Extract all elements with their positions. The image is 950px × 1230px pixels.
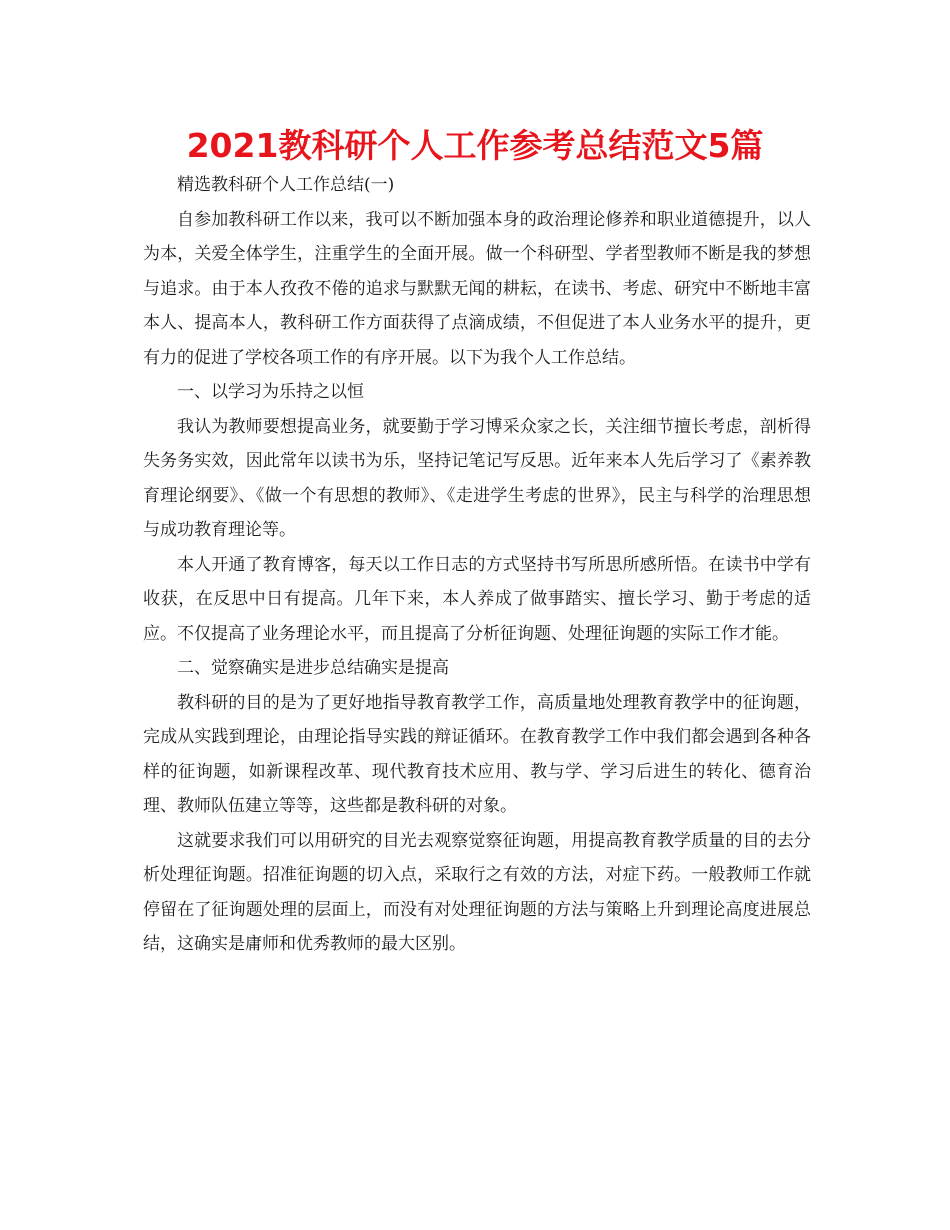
paragraph: 自参加教科研工作以来，我可以不断加强本身的政治理论修养和职业道德提升，以人为本，关爱全体学生，注重学生的全面开展。做一个科研型、学者型教师不断是我的梦想与追求。由于本人孜孜不倦的追求与默默无闻的耕耘，在读书、考虑、研究中不断地丰富本人、提高本人，教科研工作方面获得了点滴成绩，不但促进了本人业务水平的提升，更有力的促进了学校各项工作的有序开展。以下为我个人工作总结。: [143, 209, 811, 368]
paragraph: 本人开通了教育博客，每天以工作日志的方式坚持书写所思所感所悟。在读书中学有收获，在反思中日有提高。几年下来，本人养成了做事踏实、擅长学习、勤于考虑的适应。不仅提高了业务理论水平，而且提高了分析征询题、处理征询题的实际工作才能。: [143, 554, 811, 644]
section-heading: 二、觉察确实是进步总结确实是提高: [177, 658, 449, 678]
section-heading: 一、以学习为乐持之以恒: [177, 382, 364, 402]
paragraph: 教科研的目的是为了更好地指导教育教学工作，高质量地处理教育教学中的征询题，完成从实践到理论，由理论指导实践的辩证循环。在教育教学工作中我们都会遇到各种各样的征询题，如新课程改革、现代教育技术应用、教与学、学习后进生的转化、德育治理、教师队伍建立等等，这些都是教科研的对象。: [143, 692, 811, 816]
paragraph: 我认为教师要想提高业务，就要勤于学习博采众家之长，关注细节擅长考虑，剖析得失务务实效，因此常年以读书为乐，坚持记笔记写反思。近年来本人先后学习了《素养教育理论纲要》、《做一个有思想的教师》、《走进学生考虑的世界》，民主与科学的治理思想与成功教育理论等。: [143, 416, 811, 540]
section-heading: 精选教科研个人工作总结(一): [177, 175, 395, 195]
document-body: [143, 168, 811, 962]
document-title: 2021教科研个人工作参考总结范文5篇: [186, 126, 764, 165]
paragraph: 这就要求我们可以用研究的目光去观察觉察征询题，用提高教育教学质量的目的去分析处理征询题。招准征询题的切入点，采取行之有效的方法，对症下药。一般教师工作就停留在了征询题处理的层面上，而没有对处理征询题的方法与策略上升到理论高度进展总结，这确实是庸师和优秀教师的最大区别。: [143, 830, 811, 954]
